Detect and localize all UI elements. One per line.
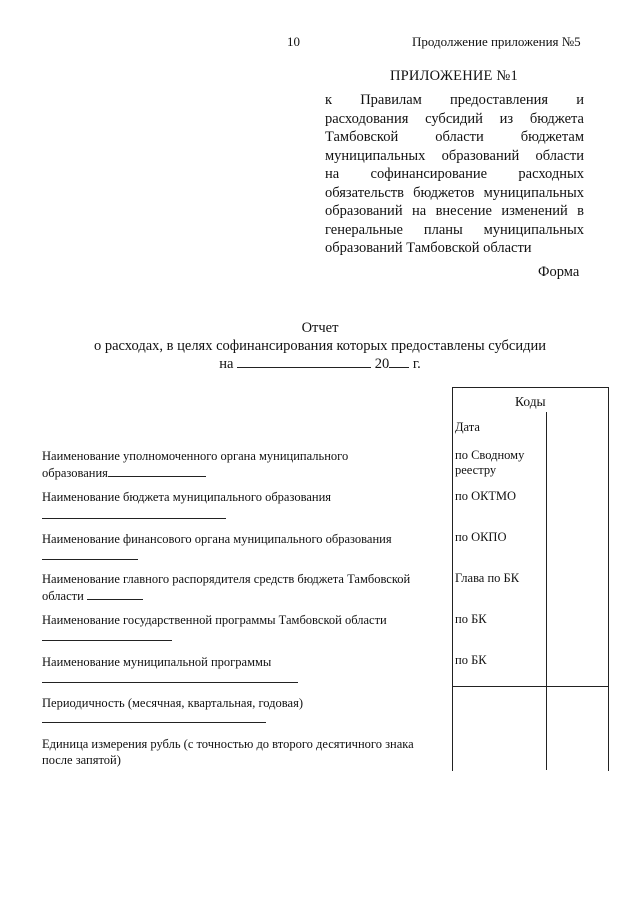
report-date-line: [0, 356, 640, 373]
date-year: 20: [374, 356, 390, 372]
code-bk: по БК: [455, 612, 487, 626]
state-program-label: Наименование государственной программы Тамбовской области: [42, 613, 387, 627]
authorized-body-label: [42, 449, 348, 481]
date-prefix: на: [219, 356, 234, 372]
continuation-note: Продолжение приложения №5: [412, 34, 581, 49]
unit-text: Единица измерения рубль (с точностью до второго десятичного знака: [42, 737, 414, 751]
main-manager-blank[interactable]: [87, 588, 143, 600]
appendix-line: к Правилам предоставления и: [325, 92, 584, 108]
appendix-line: образований на внесение изменений в: [325, 203, 584, 219]
report-title: Отчет: [301, 320, 339, 336]
codes-divider: [452, 686, 608, 687]
appendix-line: образований Тамбовской области: [325, 240, 532, 256]
code-bk-chapter: Глава по БК: [455, 571, 520, 585]
authorized-body-blank[interactable]: [108, 465, 206, 477]
authorized-body-text: образования: [42, 465, 108, 480]
unit-label: [42, 737, 414, 768]
code-date: Дата: [455, 420, 480, 434]
periodicity-label: Периодичность (месячная, квартальная, годовая): [42, 696, 303, 710]
code-consolidated-register: по Сводному реестру: [455, 448, 525, 477]
appendix-line: муниципальных образований области: [325, 147, 584, 164]
financial-body-label: Наименование финансового органа муниципального образования: [42, 532, 392, 546]
main-manager-text: области: [42, 588, 84, 603]
appendix-line: обязательств бюджетов муниципальных: [325, 184, 584, 201]
report-subtitle: о расходах, в целях софинансирования которых предоставлены субсидии: [94, 338, 546, 354]
codes-divider: [546, 412, 547, 770]
authorized-body-text: Наименование уполномоченного органа муниципального: [42, 449, 349, 463]
year-blank[interactable]: [389, 356, 409, 368]
main-manager-text: Наименование главного распорядителя средств бюджета Тамбовской: [42, 572, 411, 586]
appendix-text: [325, 91, 584, 258]
appendix-line: расходования субсидий из бюджета: [325, 110, 584, 127]
codes-header: Коды: [515, 394, 546, 409]
municipal-program-label: Наименование муниципальной программы: [42, 655, 272, 669]
main-manager-label: [42, 572, 410, 604]
code-bk: по БК: [455, 653, 487, 667]
appendix-line: Тамбовской области бюджетам: [325, 129, 584, 145]
periodicity-blank[interactable]: [42, 722, 266, 723]
page-number: 10: [287, 34, 300, 49]
appendix-line: генеральные планы муниципальных: [325, 221, 584, 238]
state-program-blank[interactable]: [42, 640, 172, 641]
appendix-title: ПРИЛОЖЕНИЕ №1: [390, 68, 518, 84]
municipal-budget-blank[interactable]: [42, 518, 226, 519]
financial-body-blank[interactable]: [42, 559, 138, 560]
municipal-budget-label: Наименование бюджета муниципального образования: [42, 490, 332, 504]
appendix-line: на софинансирование расходных: [325, 166, 584, 182]
municipal-program-blank[interactable]: [42, 682, 298, 683]
form-label: Форма: [538, 264, 580, 280]
date-suffix: г.: [412, 356, 421, 372]
code-oktmo: по ОКТМО: [455, 489, 517, 503]
date-blank[interactable]: [237, 356, 371, 368]
code-okpo: по ОКПО: [455, 530, 507, 544]
unit-text: после запятой): [42, 752, 121, 767]
